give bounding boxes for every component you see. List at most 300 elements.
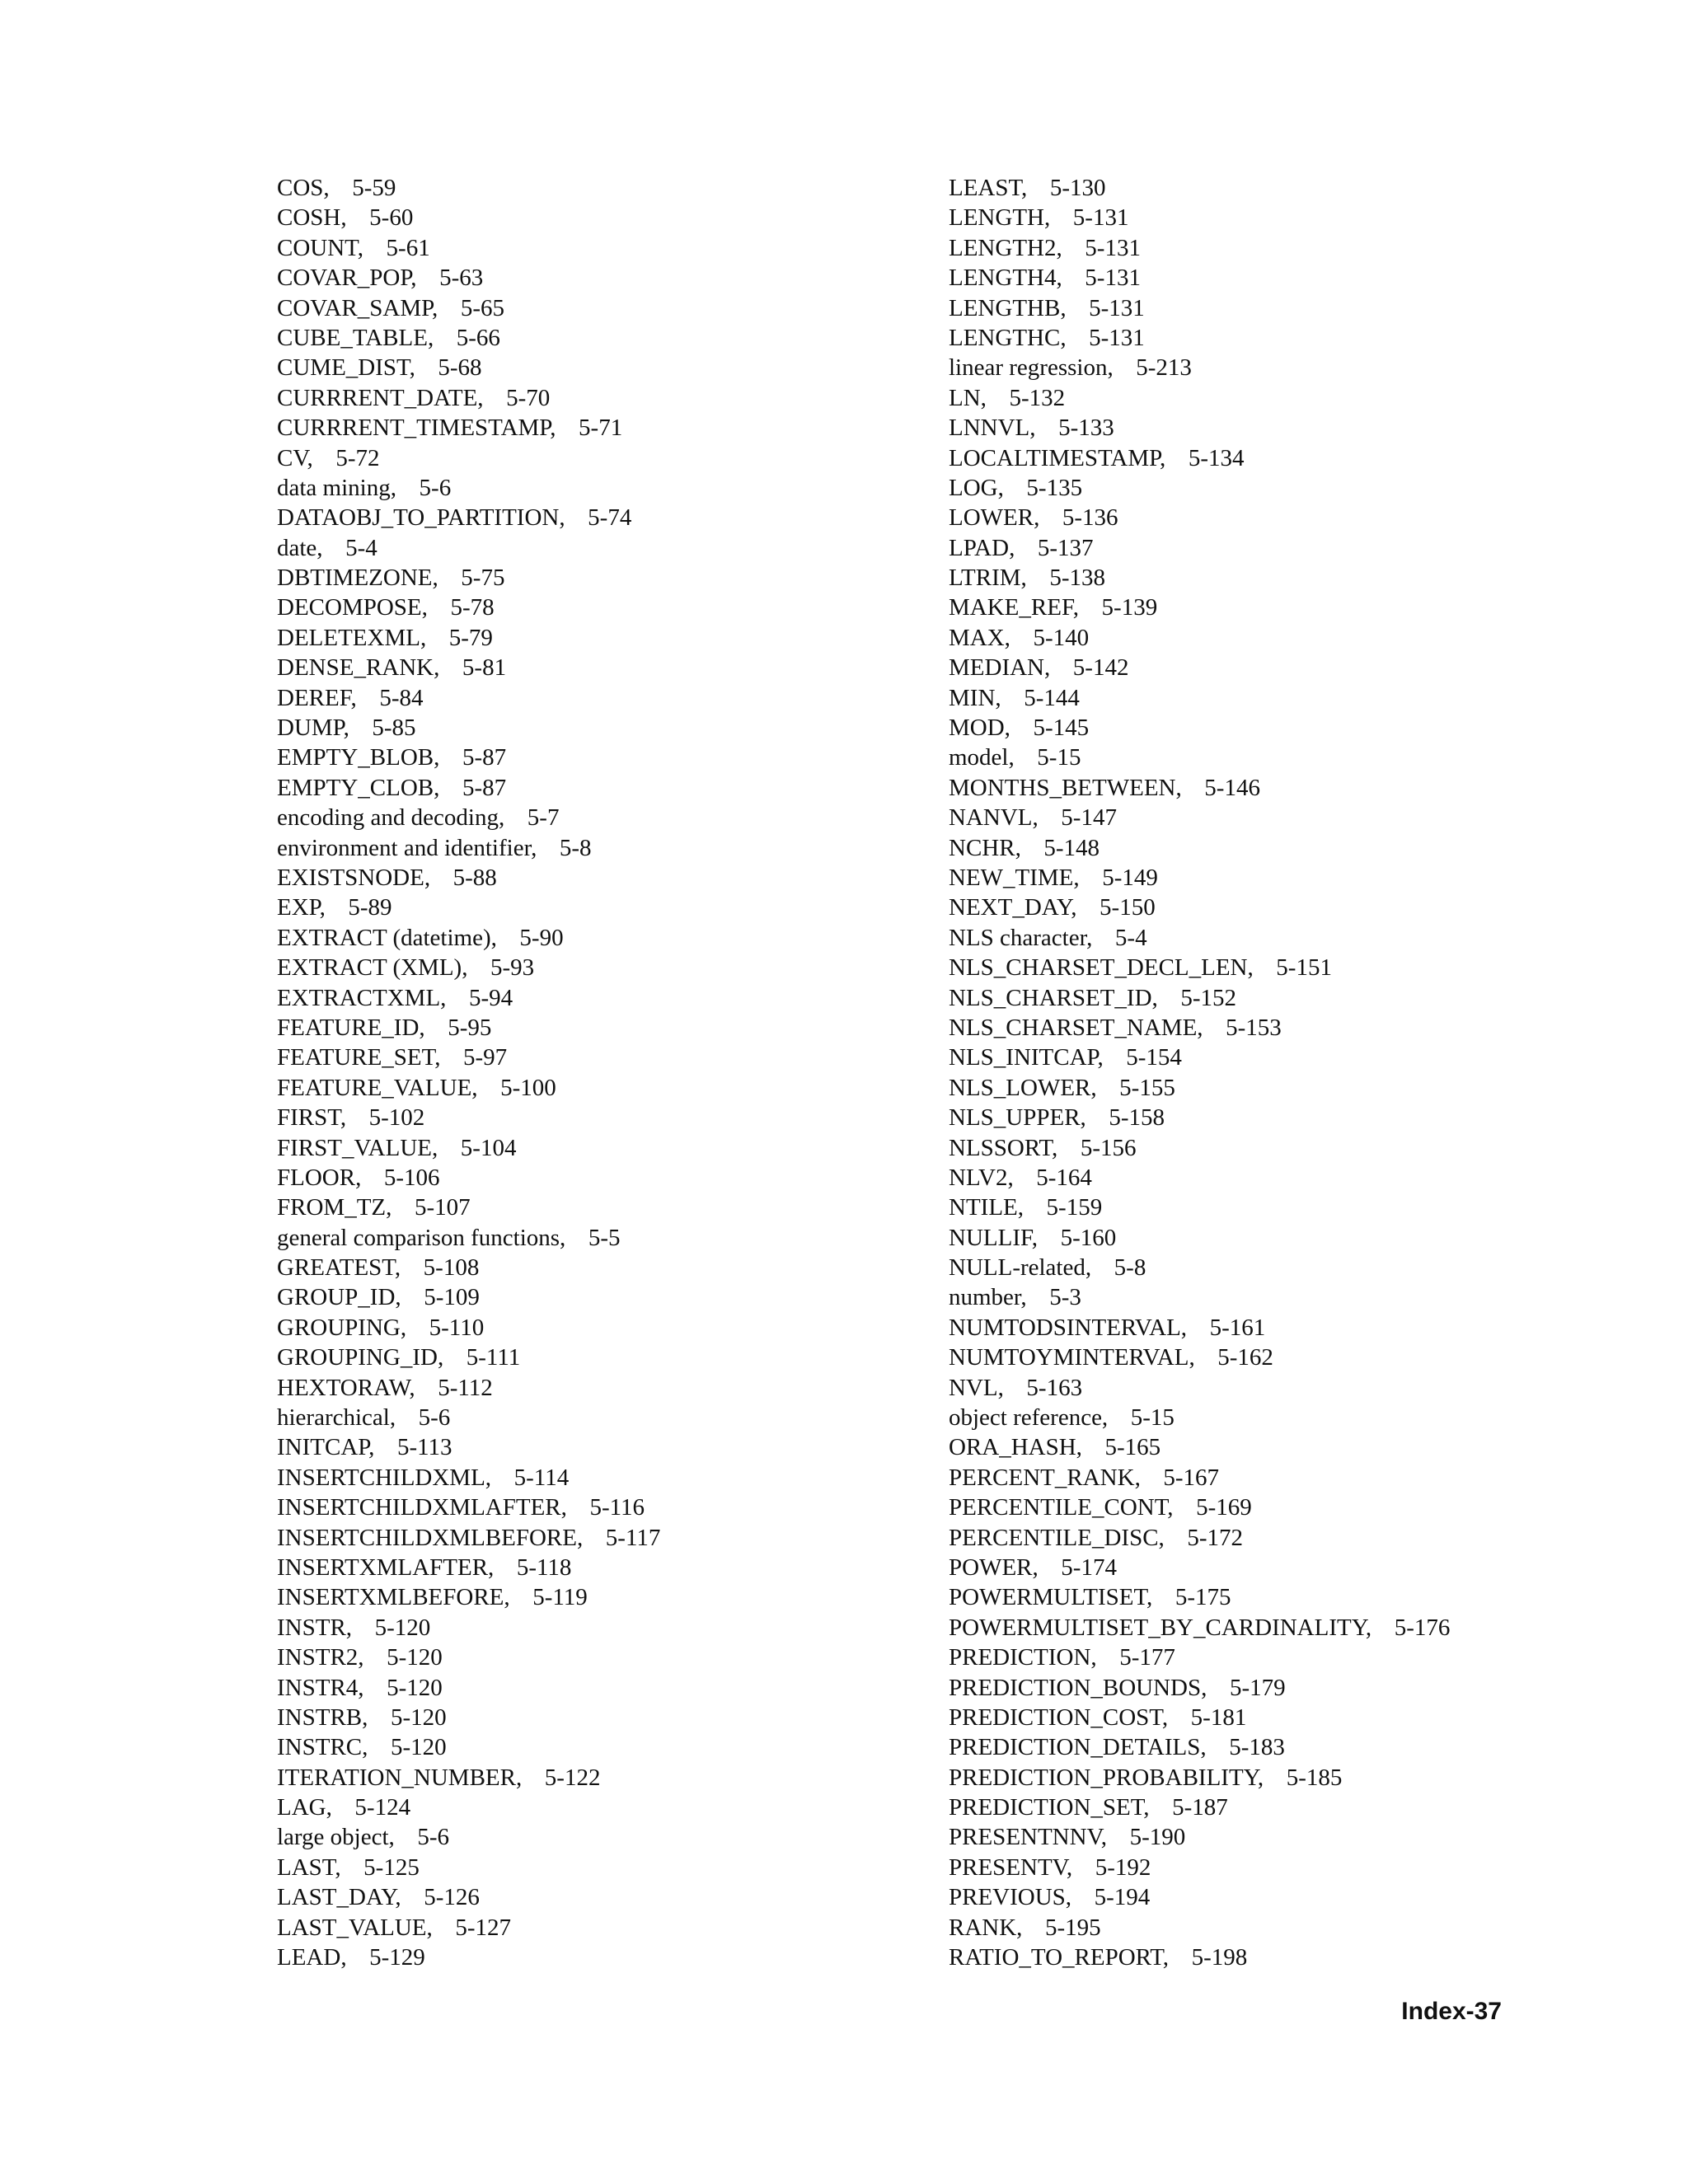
index-entry [277,1282,920,1312]
index-page-ref[interactable]: 5-187 [1172,1794,1228,1821]
index-page-ref[interactable]: 5-192 [1095,1854,1151,1881]
index-entry [277,1223,920,1253]
index-term: PREDICTION_BOUNDS, [949,1674,1207,1701]
index-page-ref[interactable]: 5-78 [450,594,495,621]
index-page-ref[interactable]: 5-97 [463,1044,508,1071]
index-term: FEATURE_VALUE, [277,1074,478,1101]
index-term: PREDICTION, [949,1644,1097,1671]
index-page-ref[interactable]: 5-87 [462,744,507,771]
index-term: CUBE_TABLE, [277,324,434,351]
index-entry [277,1853,920,1882]
index-page-ref[interactable]: 5-159 [1046,1194,1103,1221]
index-page-ref[interactable]: 5-181 [1190,1704,1247,1731]
index-page-ref[interactable]: 5-84 [379,684,424,711]
index-term: FIRST, [277,1104,347,1132]
index-term: COVAR_SAMP, [277,294,438,321]
index-column-left [277,173,920,1972]
index-entry [949,353,1666,382]
index-page-ref[interactable]: 5-138 [1049,565,1106,592]
index-page-ref[interactable]: 5-198 [1191,1944,1248,1971]
index-page-ref[interactable]: 5-190 [1129,1824,1186,1851]
index-term: POWER, [949,1554,1039,1581]
index-page-ref[interactable]: 5-94 [468,984,513,1011]
index-entry [277,1163,920,1193]
index-page-ref[interactable]: 5-131 [1089,324,1145,351]
index-page-ref[interactable]: 5-6 [417,1824,450,1851]
index-term: DELETEXML, [277,624,427,651]
index-page-ref[interactable]: 5-154 [1126,1044,1182,1071]
index-page-ref[interactable]: 5-131 [1085,265,1141,292]
index-page-ref[interactable]: 5-147 [1061,804,1117,832]
index-term: PRESENTV, [949,1854,1073,1881]
index-page-ref[interactable]: 5-183 [1229,1734,1285,1761]
index-term: PERCENTILE_DISC, [949,1524,1165,1551]
index-page-ref[interactable]: 5-102 [368,1104,425,1132]
index-entry [949,893,1666,922]
index-entry [949,413,1666,443]
index-term: LEAD, [277,1944,347,1971]
index-entry [949,443,1666,473]
index-term: encoding and decoding, [277,804,505,832]
index-page-ref[interactable]: 5-149 [1102,864,1158,891]
index-entry [949,1732,1666,1762]
page-number: Index-37 [1401,1998,1502,2025]
index-entry [277,503,920,532]
index-entry [277,1193,920,1222]
index-entry [277,1493,920,1522]
index-page-ref[interactable]: 5-129 [369,1944,425,1971]
index-page-ref[interactable]: 5-131 [1072,204,1129,232]
index-term: DATAOBJ_TO_PARTITION, [277,504,565,532]
index-page-ref[interactable]: 5-156 [1080,1134,1137,1161]
index-term: NUMTODSINTERVAL, [949,1314,1188,1341]
index-page-ref[interactable]: 5-74 [588,504,632,532]
index-page-ref[interactable]: 5-66 [456,324,500,351]
index-term: INSTR4, [277,1674,364,1701]
index-term: MAX, [949,624,1010,651]
index-page-ref[interactable]: 5-81 [462,654,507,682]
index-entry [277,293,920,323]
index-term: PERCENT_RANK, [949,1464,1141,1491]
index-entry [277,1463,920,1493]
index-entry [277,1103,920,1132]
index-term: PRESENTNNV, [949,1824,1108,1851]
index-term: LENGTHB, [949,294,1067,321]
index-term: NULLIF, [949,1224,1039,1251]
index-column-right [949,173,1666,1972]
index-entry [277,1253,920,1282]
index-entry [277,653,920,682]
index-page-ref[interactable]: 5-120 [374,1614,431,1641]
index-page-ref[interactable]: 5-70 [506,384,551,411]
index-page-ref[interactable]: 5-126 [424,1884,480,1911]
index-page-ref[interactable]: 5-15 [1130,1404,1175,1432]
index-term: DBTIMEZONE, [277,565,438,592]
index-term: PERCENTILE_CONT, [949,1494,1174,1521]
index-term: DECOMPOSE, [277,594,428,621]
index-entry [277,1523,920,1553]
index-entry [277,863,920,893]
index-term: INSERTCHILDXML, [277,1464,492,1491]
index-entry [949,1523,1666,1553]
index-page-ref[interactable]: 5-136 [1062,504,1118,532]
index-term: MONTHS_BETWEEN, [949,774,1182,801]
index-term: CURRRENT_DATE, [277,384,484,411]
index-page-ref[interactable]: 5-134 [1188,444,1245,471]
index-entry [949,1223,1666,1253]
index-page-ref[interactable]: 5-133 [1058,415,1114,442]
index-term: FIRST_VALUE, [277,1134,438,1161]
index-term: CV, [277,444,313,471]
index-page-ref[interactable]: 5-8 [559,834,592,861]
index-entry [277,323,920,353]
index-entry [949,1073,1666,1103]
index-entry [277,533,920,563]
index-entry [949,323,1666,353]
index-entry [949,173,1666,203]
index-term: EXP, [277,894,326,921]
index-term: EXTRACT (XML), [277,954,468,982]
index-term: MIN, [949,684,1001,711]
index-entry [277,623,920,653]
index-entry [949,1463,1666,1493]
index-page-ref[interactable]: 5-107 [414,1194,471,1221]
index-page-ref[interactable]: 5-85 [372,715,416,742]
index-page-ref[interactable]: 5-132 [1009,384,1066,411]
index-term: linear regression, [949,354,1114,382]
index-term: GROUPING_ID, [277,1344,444,1371]
index-term: DUMP, [277,715,349,742]
index-page-ref[interactable]: 5-160 [1060,1224,1117,1251]
index-page-ref[interactable]: 5-148 [1043,834,1100,861]
index-term: CUME_DIST, [277,354,415,382]
index-entry [277,1582,920,1612]
index-page-ref[interactable]: 5-137 [1037,534,1094,561]
index-page-ref[interactable]: 5-15 [1037,744,1081,771]
index-page-ref[interactable]: 5-3 [1049,1284,1081,1311]
index-page-ref[interactable]: 5-114 [513,1464,570,1491]
index-term: POWERMULTISET_BY_CARDINALITY, [949,1614,1372,1641]
index-page-ref[interactable]: 5-75 [461,565,505,592]
index-term: DENSE_RANK, [277,654,440,682]
index-page-ref[interactable]: 5-164 [1036,1164,1092,1191]
index-page-ref[interactable]: 5-108 [423,1254,480,1282]
index-entry [277,413,920,443]
index-entry [949,683,1666,713]
index-page-ref[interactable]: 5-119 [532,1584,588,1611]
index-page-ref[interactable]: 5-162 [1217,1344,1273,1371]
index-entry [949,833,1666,863]
index-term: NLS_CHARSET_DECL_LEN, [949,954,1254,982]
index-page-ref[interactable]: 5-175 [1175,1584,1231,1611]
index-page-ref[interactable]: 5-144 [1024,684,1080,711]
index-page-ref[interactable]: 5-111 [466,1344,521,1371]
index-entry [277,233,920,263]
index-term: NANVL, [949,804,1039,832]
index-term: INSTRC, [277,1734,368,1761]
index-entry [949,593,1666,622]
index-entry [277,1313,920,1343]
index-page-ref[interactable]: 5-127 [455,1914,511,1941]
index-page-ref[interactable]: 5-195 [1044,1914,1101,1941]
index-page-ref[interactable]: 5-8 [1114,1254,1146,1282]
index-page-ref[interactable]: 5-124 [354,1794,411,1821]
index-page-ref[interactable]: 5-174 [1061,1554,1117,1581]
index-entry [277,473,920,503]
index-term: INSERTXMLBEFORE, [277,1584,510,1611]
index-page-ref[interactable]: 5-152 [1180,984,1236,1011]
index-entry [949,773,1666,803]
index-entry [277,893,920,922]
index-entry [949,1553,1666,1582]
index-entry [277,383,920,413]
index-entry [949,983,1666,1013]
index-term: LOG, [949,474,1004,501]
index-entry [277,743,920,772]
index-term: GROUPING, [277,1314,407,1341]
index-entry [949,953,1666,982]
index-term: environment and identifier, [277,834,537,861]
index-entry [949,1432,1666,1462]
index-term: MOD, [949,715,1010,742]
index-page-ref[interactable]: 5-59 [352,175,396,201]
index-page-ref[interactable]: 5-120 [390,1734,447,1761]
index-page-ref[interactable]: 5-140 [1033,624,1090,651]
index-entry [277,953,920,982]
index-page-ref[interactable]: 5-61 [386,234,430,261]
index-page-ref[interactable]: 5-79 [448,624,493,651]
index-page-ref[interactable]: 5-142 [1072,654,1129,682]
index-entry [949,1193,1666,1222]
index-term: NEXT_DAY, [949,894,1077,921]
index-term: LNNVL, [949,415,1036,442]
index-page-ref[interactable]: 5-4 [1114,924,1147,951]
index-page-ref[interactable]: 5-118 [516,1554,572,1581]
index-page-ref[interactable]: 5-6 [419,474,452,501]
index-page-ref[interactable]: 5-104 [460,1134,517,1161]
index-entry [949,1343,1666,1372]
index-entry [949,1582,1666,1612]
index-entry [949,1613,1666,1643]
index-term: EXTRACTXML, [277,984,447,1011]
index-term: LAST, [277,1854,341,1881]
index-page-ref[interactable]: 5-65 [460,294,505,321]
index-term: NCHR, [949,834,1021,861]
index-term: COS, [277,175,330,201]
index-page-ref[interactable]: 5-125 [363,1854,420,1881]
index-entry [949,233,1666,263]
index-entry [277,353,920,382]
index-page-ref[interactable]: 5-4 [345,534,377,561]
index-page-ref[interactable]: 5-71 [579,415,623,442]
index-term: INSTRB, [277,1704,368,1731]
index-entry [949,1913,1666,1943]
index-page-ref[interactable]: 5-131 [1085,234,1141,261]
index-page-ref[interactable]: 5-120 [387,1674,443,1701]
index-page-ref[interactable]: 5-110 [429,1314,485,1341]
index-term: NLS_INITCAP, [949,1044,1104,1071]
index-page-ref[interactable]: 5-6 [418,1404,451,1432]
index-entry [949,1253,1666,1282]
index-term: CURRRENT_TIMESTAMP, [277,415,556,442]
index-entry [277,203,920,232]
index-term: LTRIM, [949,565,1027,592]
index-page-ref[interactable]: 5-100 [500,1074,556,1101]
index-page-ref[interactable]: 5-151 [1276,954,1332,982]
index-page-ref[interactable]: 5-146 [1204,774,1260,801]
index-page-ref[interactable]: 5-179 [1229,1674,1286,1701]
index-term: PREDICTION_PROBABILITY, [949,1764,1264,1791]
index-entry [949,1043,1666,1072]
index-term: EMPTY_CLOB, [277,774,440,801]
index-entry [277,263,920,293]
index-entry [949,1853,1666,1882]
index-page-ref[interactable]: 5-122 [544,1764,601,1791]
index-entry [277,1732,920,1762]
index-term: NUMTOYMINTERVAL, [949,1344,1195,1371]
index-term: RATIO_TO_REPORT, [949,1944,1170,1971]
index-page-ref[interactable]: 5-172 [1187,1524,1244,1551]
index-page-ref[interactable]: 5-194 [1094,1884,1151,1911]
index-page-ref[interactable]: 5-169 [1196,1494,1252,1521]
index-page-ref[interactable]: 5-95 [448,1014,492,1041]
index-page-ref[interactable]: 5-89 [348,894,392,921]
index-term: PREDICTION_DETAILS, [949,1734,1207,1761]
index-term: LAG, [277,1794,332,1821]
index-entry [277,1043,920,1072]
index-page-ref[interactable]: 5-120 [390,1704,447,1731]
index-term: PREDICTION_COST, [949,1704,1169,1731]
index-page-ref[interactable]: 5-161 [1209,1314,1266,1341]
index-page-ref[interactable]: 5-135 [1026,474,1083,501]
index-page-ref[interactable]: 5-167 [1163,1464,1220,1491]
index-page-ref[interactable]: 5-106 [383,1164,440,1191]
index-page-ref[interactable]: 5-131 [1089,294,1145,321]
index-entry [277,1793,920,1822]
index-term: ITERATION_NUMBER, [277,1764,523,1791]
index-term: MAKE_REF, [949,594,1079,621]
index-term: NEW_TIME, [949,864,1080,891]
index-term: EXTRACT (datetime), [277,924,497,951]
index-page-ref[interactable]: 5-130 [1049,175,1106,201]
index-entry [277,1703,920,1732]
index-entry [949,263,1666,293]
index-term: INSERTXMLAFTER, [277,1554,495,1581]
index-page-ref[interactable]: 5-60 [369,204,414,232]
index-entry [277,1913,920,1943]
index-entry [949,713,1666,743]
index-term: LOWER, [949,504,1040,532]
index-page-ref[interactable]: 5-213 [1136,354,1192,382]
index-entry [277,1882,920,1912]
index-term: NLS character, [949,924,1093,951]
index-entry [949,473,1666,503]
index-entry [949,1163,1666,1193]
index-term: PREDICTION_SET, [949,1794,1150,1821]
index-page-ref[interactable]: 5-153 [1226,1014,1282,1041]
index-page-ref[interactable]: 5-117 [605,1524,661,1551]
index-term: LENGTHC, [949,324,1067,351]
index-page-ref[interactable]: 5-177 [1119,1644,1175,1671]
index-entry [277,1403,920,1432]
index-term: GREATEST, [277,1254,401,1282]
index-page-ref[interactable]: 5-150 [1100,894,1156,921]
index-term: INSTR, [277,1614,353,1641]
index-page-ref[interactable]: 5-72 [335,444,380,471]
index-entry [277,1613,920,1643]
index-page-ref[interactable]: 5-90 [519,924,564,951]
index-page-ref[interactable]: 5-109 [424,1284,480,1311]
index-page-ref[interactable]: 5-5 [588,1224,621,1251]
index-term: DEREF, [277,684,357,711]
index-page-ref[interactable]: 5-112 [438,1374,493,1401]
index-entry [277,803,920,832]
index-page-ref[interactable]: 5-113 [396,1434,452,1461]
index-entry [277,443,920,473]
index-page-ref[interactable]: 5-158 [1109,1104,1165,1132]
index-entry [277,923,920,953]
index-page-ref[interactable]: 5-165 [1104,1434,1161,1461]
index-page-ref[interactable]: 5-116 [589,1494,645,1521]
index-page-ref[interactable]: 5-120 [387,1644,443,1671]
index-term: NVL, [949,1374,1004,1401]
index-page-ref[interactable]: 5-145 [1033,715,1090,742]
index-term: LENGTH, [949,204,1051,232]
index-term: LOCALTIMESTAMP, [949,444,1166,471]
index-term: NLS_CHARSET_ID, [949,984,1158,1011]
index-page-ref[interactable]: 5-68 [438,354,482,382]
index-entry [277,1763,920,1793]
index-page-ref[interactable]: 5-155 [1119,1074,1175,1101]
index-term: LENGTH4, [949,265,1062,292]
index-page-ref[interactable]: 5-87 [462,774,507,801]
index-term: LAST_VALUE, [277,1914,433,1941]
index-page-ref[interactable]: 5-176 [1394,1614,1451,1641]
index-page-ref[interactable]: 5-185 [1286,1764,1343,1791]
index-page-ref[interactable]: 5-88 [452,864,497,891]
index-page-ref[interactable]: 5-139 [1101,594,1158,621]
index-page-ref[interactable]: 5-7 [527,804,560,832]
index-term: hierarchical, [277,1404,396,1432]
index-entry [949,1133,1666,1163]
index-entry [277,593,920,622]
index-page-ref[interactable]: 5-163 [1026,1374,1083,1401]
index-page-ref[interactable]: 5-63 [439,265,484,292]
index-term: general comparison functions, [277,1224,566,1251]
index-term: EMPTY_BLOB, [277,744,440,771]
index-entry [949,653,1666,682]
index-entry [277,173,920,203]
index-term: PREVIOUS, [949,1884,1072,1911]
index-term: INITCAP, [277,1434,375,1461]
index-entry [277,1673,920,1703]
index-entry [949,563,1666,593]
index-term: NLS_LOWER, [949,1074,1097,1101]
index-entry [277,1013,920,1043]
index-term: LN, [949,384,987,411]
index-entry [949,803,1666,832]
index-entry [949,1282,1666,1312]
index-entry [949,1013,1666,1043]
index-term: NLSSORT, [949,1134,1058,1161]
index-term: COVAR_POP, [277,265,417,292]
index-term: date, [277,534,323,561]
index-entry [949,1643,1666,1672]
index-entry [277,1822,920,1852]
index-entry [949,1673,1666,1703]
index-page-ref[interactable]: 5-93 [490,954,535,982]
index-term: POWERMULTISET, [949,1584,1153,1611]
